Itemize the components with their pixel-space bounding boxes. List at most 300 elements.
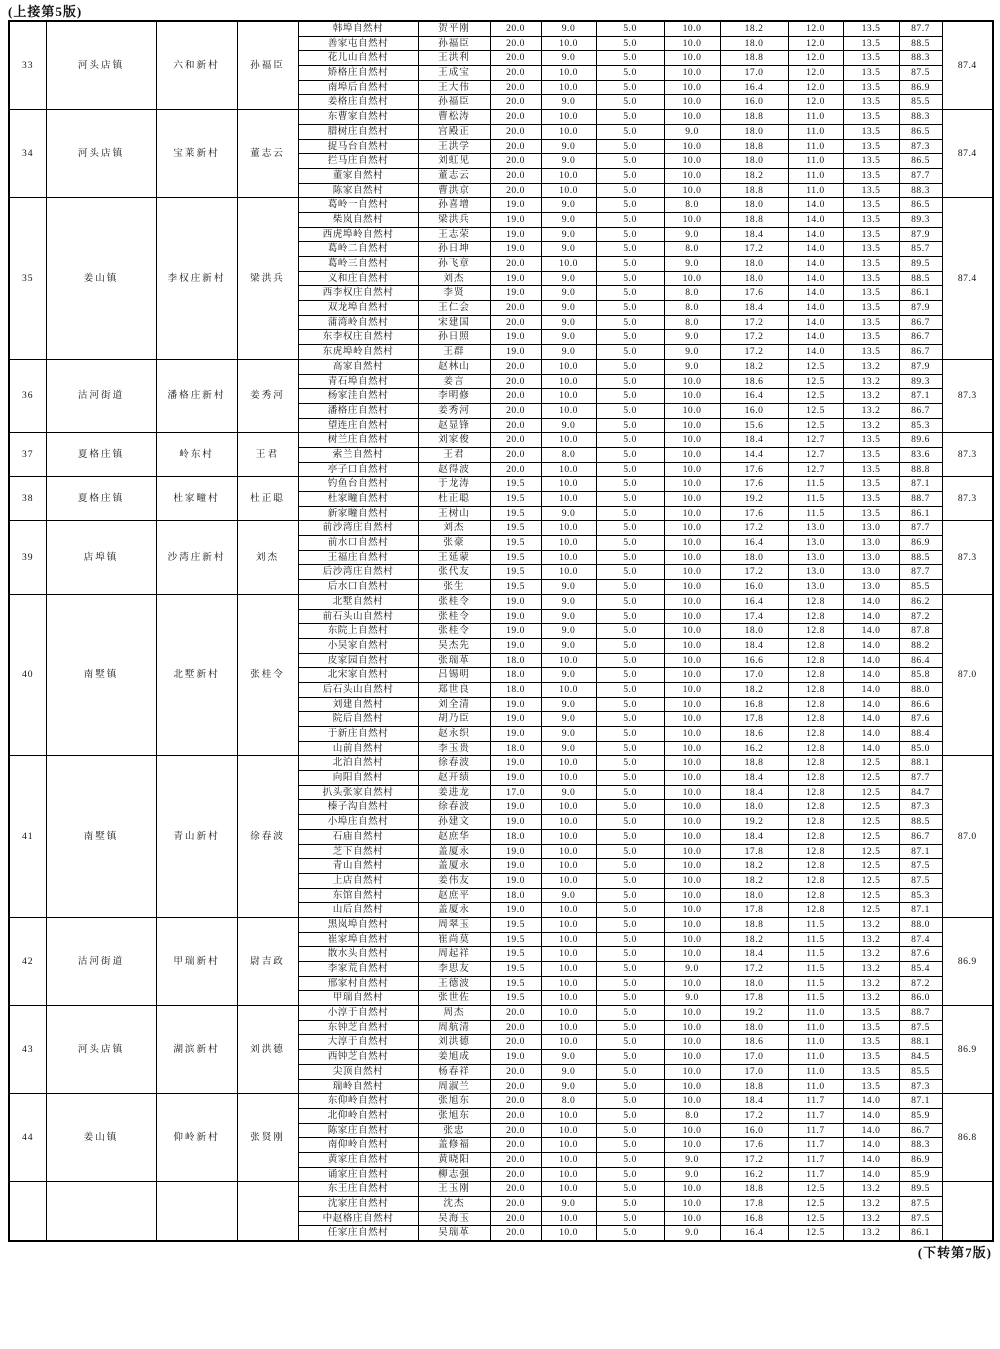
score-cell: 9.0 xyxy=(664,1152,720,1167)
town-cell: 沽河街道 xyxy=(46,917,156,1005)
score-cell: 16.2 xyxy=(720,741,788,756)
score-cell: 10.0 xyxy=(664,727,720,742)
score-cell: 17.6 xyxy=(720,462,788,477)
group-score-cell: 86.8 xyxy=(942,1094,993,1182)
town-cell: 沽河街道 xyxy=(46,359,156,432)
score-cell: 10.0 xyxy=(541,653,596,668)
score-cell: 18.0 xyxy=(490,668,541,683)
score-cell: 20.0 xyxy=(490,1020,541,1035)
score-cell: 19.0 xyxy=(490,697,541,712)
score-cell: 12.5 xyxy=(843,756,899,771)
score-cell: 86.9 xyxy=(899,80,942,95)
leader-cell: 赵永织 xyxy=(418,727,490,742)
score-cell: 5.0 xyxy=(596,1211,664,1226)
natural-village-cell: 大淳于自然村 xyxy=(298,1035,418,1050)
score-cell: 10.0 xyxy=(664,785,720,800)
secretary-cell: 王君 xyxy=(237,433,298,477)
score-cell: 9.0 xyxy=(541,21,596,36)
natural-village-cell: 尖顶自然村 xyxy=(298,1064,418,1079)
score-cell: 12.5 xyxy=(788,374,843,389)
score-cell: 10.0 xyxy=(541,389,596,404)
score-cell: 10.0 xyxy=(664,110,720,125)
score-cell: 5.0 xyxy=(596,550,664,565)
score-cell: 87.3 xyxy=(899,800,942,815)
score-cell: 5.0 xyxy=(596,594,664,609)
score-cell: 16.8 xyxy=(720,697,788,712)
score-cell: 86.7 xyxy=(899,345,942,360)
leader-cell: 宫殿正 xyxy=(418,124,490,139)
score-cell: 13.5 xyxy=(843,447,899,462)
score-cell: 85.3 xyxy=(899,418,942,433)
score-cell: 10.0 xyxy=(541,859,596,874)
score-cell: 19.5 xyxy=(490,976,541,991)
score-cell: 12.5 xyxy=(788,1197,843,1212)
score-cell: 5.0 xyxy=(596,1167,664,1182)
score-cell: 10.0 xyxy=(664,550,720,565)
score-cell: 10.0 xyxy=(541,991,596,1006)
score-cell: 85.5 xyxy=(899,580,942,595)
score-cell: 5.0 xyxy=(596,403,664,418)
score-cell: 11.7 xyxy=(788,1138,843,1153)
score-cell: 87.7 xyxy=(899,21,942,36)
score-cell: 87.7 xyxy=(899,168,942,183)
score-cell: 12.7 xyxy=(788,462,843,477)
score-cell: 8.0 xyxy=(664,286,720,301)
score-cell: 11.0 xyxy=(788,168,843,183)
score-cell: 10.0 xyxy=(664,1020,720,1035)
secretary-cell: 尉吉政 xyxy=(237,917,298,1005)
score-cell: 10.0 xyxy=(664,139,720,154)
score-cell: 12.0 xyxy=(788,95,843,110)
score-cell: 18.0 xyxy=(720,888,788,903)
score-cell: 19.5 xyxy=(490,550,541,565)
score-cell: 9.0 xyxy=(664,345,720,360)
score-cell: 11.0 xyxy=(788,1035,843,1050)
score-cell: 18.0 xyxy=(720,198,788,213)
score-cell: 13.5 xyxy=(843,1079,899,1094)
score-cell: 5.0 xyxy=(596,697,664,712)
score-cell: 85.4 xyxy=(899,962,942,977)
score-cell: 14.4 xyxy=(720,447,788,462)
score-cell: 9.0 xyxy=(664,124,720,139)
new-village-cell: 湖滨新村 xyxy=(156,1006,237,1094)
score-cell: 9.0 xyxy=(541,609,596,624)
score-cell: 5.0 xyxy=(596,1138,664,1153)
score-cell: 10.0 xyxy=(664,932,720,947)
score-cell: 10.0 xyxy=(541,403,596,418)
score-cell: 10.0 xyxy=(541,521,596,536)
score-cell: 20.0 xyxy=(490,1138,541,1153)
natural-village-cell: 钓鱼台自然村 xyxy=(298,477,418,492)
score-cell: 20.0 xyxy=(490,1094,541,1109)
score-cell: 18.2 xyxy=(720,932,788,947)
score-cell: 20.0 xyxy=(490,1211,541,1226)
secretary-cell: 张桂令 xyxy=(237,594,298,756)
score-cell: 11.0 xyxy=(788,1006,843,1021)
score-cell: 9.0 xyxy=(541,1050,596,1065)
score-cell: 83.6 xyxy=(899,447,942,462)
score-cell: 5.0 xyxy=(596,433,664,448)
score-cell: 14.0 xyxy=(843,638,899,653)
score-cell: 10.0 xyxy=(541,1182,596,1197)
score-cell: 20.0 xyxy=(490,447,541,462)
natural-village-cell: 前石头山自然村 xyxy=(298,609,418,624)
score-cell: 10.0 xyxy=(664,212,720,227)
score-cell: 18.6 xyxy=(720,1035,788,1050)
score-cell: 87.5 xyxy=(899,1020,942,1035)
score-cell: 9.0 xyxy=(664,330,720,345)
score-cell: 10.0 xyxy=(664,594,720,609)
score-cell: 18.0 xyxy=(720,1020,788,1035)
score-cell: 16.4 xyxy=(720,80,788,95)
score-cell: 10.0 xyxy=(664,844,720,859)
score-cell: 86.1 xyxy=(899,506,942,521)
score-cell: 19.0 xyxy=(490,873,541,888)
score-cell: 19.0 xyxy=(490,198,541,213)
score-cell: 12.5 xyxy=(843,844,899,859)
leader-cell: 吴瑞革 xyxy=(418,1226,490,1241)
score-cell: 87.9 xyxy=(899,301,942,316)
score-cell: 12.8 xyxy=(788,785,843,800)
score-cell: 19.0 xyxy=(490,609,541,624)
score-cell: 13.5 xyxy=(843,1020,899,1035)
leader-cell: 李玉贵 xyxy=(418,741,490,756)
group-no-cell: 44 xyxy=(9,1094,46,1182)
score-cell: 5.0 xyxy=(596,1123,664,1138)
score-cell: 13.5 xyxy=(843,1050,899,1065)
score-cell: 9.0 xyxy=(541,712,596,727)
score-cell: 5.0 xyxy=(596,844,664,859)
score-cell: 87.1 xyxy=(899,389,942,404)
leader-cell: 孙飞章 xyxy=(418,257,490,272)
score-cell: 5.0 xyxy=(596,624,664,639)
natural-village-cell: 沈家庄自然村 xyxy=(298,1197,418,1212)
score-cell: 10.0 xyxy=(541,976,596,991)
natural-village-cell: 小淳于自然村 xyxy=(298,1006,418,1021)
leader-cell: 姜伟友 xyxy=(418,873,490,888)
score-cell: 5.0 xyxy=(596,1050,664,1065)
score-cell: 88.8 xyxy=(899,462,942,477)
leader-cell: 李贤 xyxy=(418,286,490,301)
score-cell: 10.0 xyxy=(541,962,596,977)
score-cell: 20.0 xyxy=(490,183,541,198)
leader-cell: 盖厦永 xyxy=(418,844,490,859)
score-cell: 11.0 xyxy=(788,183,843,198)
score-cell: 17.6 xyxy=(720,286,788,301)
town-cell: 河头店镇 xyxy=(46,21,156,110)
new-village-cell: 甲瑞新村 xyxy=(156,917,237,1005)
score-cell: 12.8 xyxy=(788,653,843,668)
score-cell: 14.0 xyxy=(843,1123,899,1138)
leader-cell: 张代友 xyxy=(418,565,490,580)
natural-village-cell: 陈家自然村 xyxy=(298,183,418,198)
score-cell: 87.1 xyxy=(899,903,942,918)
leader-cell: 张旭东 xyxy=(418,1108,490,1123)
score-cell: 10.0 xyxy=(664,506,720,521)
score-cell: 18.4 xyxy=(720,227,788,242)
score-cell: 10.0 xyxy=(664,580,720,595)
score-cell: 14.0 xyxy=(843,682,899,697)
score-cell: 17.2 xyxy=(720,962,788,977)
score-cell: 9.0 xyxy=(541,1064,596,1079)
score-cell: 19.0 xyxy=(490,844,541,859)
leader-cell: 王延蒙 xyxy=(418,550,490,565)
score-cell: 5.0 xyxy=(596,609,664,624)
secretary-cell: 孙福臣 xyxy=(237,21,298,110)
score-cell: 10.0 xyxy=(664,374,720,389)
score-cell: 14.0 xyxy=(843,741,899,756)
score-cell: 5.0 xyxy=(596,374,664,389)
score-cell: 10.0 xyxy=(664,917,720,932)
score-cell: 88.5 xyxy=(899,36,942,51)
natural-village-cell: 葛岭三自然村 xyxy=(298,257,418,272)
natural-village-cell: 芝下自然村 xyxy=(298,844,418,859)
leader-cell: 王群 xyxy=(418,345,490,360)
score-cell: 5.0 xyxy=(596,1152,664,1167)
score-cell: 10.0 xyxy=(541,565,596,580)
score-cell: 86.5 xyxy=(899,124,942,139)
score-cell: 10.0 xyxy=(541,873,596,888)
group-no-cell: 35 xyxy=(9,198,46,360)
score-cell: 87.7 xyxy=(899,565,942,580)
group-score-cell: 87.4 xyxy=(942,198,993,360)
score-cell: 17.0 xyxy=(720,1050,788,1065)
leader-cell: 孙建文 xyxy=(418,815,490,830)
score-cell: 13.2 xyxy=(843,359,899,374)
leader-cell: 于龙涛 xyxy=(418,477,490,492)
score-cell: 9.0 xyxy=(541,727,596,742)
score-cell: 18.2 xyxy=(720,21,788,36)
score-cell: 12.8 xyxy=(788,624,843,639)
natural-village-cell: 韩埠自然村 xyxy=(298,21,418,36)
score-cell: 19.5 xyxy=(490,506,541,521)
score-cell: 10.0 xyxy=(664,771,720,786)
score-cell: 19.0 xyxy=(490,903,541,918)
score-cell: 13.5 xyxy=(843,257,899,272)
score-cell: 18.6 xyxy=(720,374,788,389)
score-cell: 10.0 xyxy=(541,359,596,374)
leader-cell: 李明修 xyxy=(418,389,490,404)
score-cell: 87.7 xyxy=(899,771,942,786)
score-cell: 18.0 xyxy=(720,257,788,272)
score-cell: 9.0 xyxy=(541,888,596,903)
score-cell: 11.5 xyxy=(788,477,843,492)
score-cell: 5.0 xyxy=(596,1035,664,1050)
score-cell: 10.0 xyxy=(541,1108,596,1123)
score-cell: 5.0 xyxy=(596,521,664,536)
score-cell: 8.0 xyxy=(664,315,720,330)
score-cell: 13.0 xyxy=(843,521,899,536)
natural-village-cell: 矫格庄自然村 xyxy=(298,66,418,81)
score-cell: 9.0 xyxy=(541,580,596,595)
score-cell: 9.0 xyxy=(541,741,596,756)
score-cell: 5.0 xyxy=(596,976,664,991)
score-cell: 13.5 xyxy=(843,330,899,345)
score-cell: 10.0 xyxy=(664,756,720,771)
score-cell: 13.5 xyxy=(843,1064,899,1079)
score-cell: 20.0 xyxy=(490,95,541,110)
score-cell: 18.2 xyxy=(720,859,788,874)
score-cell: 20.0 xyxy=(490,1006,541,1021)
score-cell: 10.0 xyxy=(664,1006,720,1021)
score-cell: 10.0 xyxy=(664,1211,720,1226)
score-cell: 12.0 xyxy=(788,51,843,66)
score-cell: 12.0 xyxy=(788,66,843,81)
score-cell: 13.2 xyxy=(843,917,899,932)
natural-village-cell: 散水头自然村 xyxy=(298,947,418,962)
leader-cell: 张豪 xyxy=(418,536,490,551)
score-cell: 9.0 xyxy=(541,1197,596,1212)
score-cell: 86.0 xyxy=(899,991,942,1006)
leader-cell: 刘杰 xyxy=(418,271,490,286)
score-cell: 10.0 xyxy=(541,1006,596,1021)
natural-village-cell: 东钟芝自然村 xyxy=(298,1020,418,1035)
leader-cell: 王成宝 xyxy=(418,66,490,81)
score-cell: 88.1 xyxy=(899,1035,942,1050)
score-cell: 13.2 xyxy=(843,1211,899,1226)
score-cell: 14.0 xyxy=(843,1152,899,1167)
score-cell: 10.0 xyxy=(664,712,720,727)
score-cell: 16.0 xyxy=(720,403,788,418)
score-cell: 10.0 xyxy=(541,168,596,183)
natural-village-cell: 索兰自然村 xyxy=(298,447,418,462)
score-cell: 19.0 xyxy=(490,242,541,257)
natural-village-cell: 花儿山自然村 xyxy=(298,51,418,66)
score-cell: 9.0 xyxy=(541,624,596,639)
natural-village-cell: 拦马庄自然村 xyxy=(298,154,418,169)
score-cell: 11.5 xyxy=(788,947,843,962)
natural-village-cell: 向阳自然村 xyxy=(298,771,418,786)
score-cell: 18.8 xyxy=(720,139,788,154)
score-cell: 5.0 xyxy=(596,110,664,125)
score-cell: 19.5 xyxy=(490,521,541,536)
score-cell: 11.5 xyxy=(788,492,843,507)
leader-cell: 梁洪兵 xyxy=(418,212,490,227)
secretary-cell: 杜正聪 xyxy=(237,477,298,521)
score-cell: 86.5 xyxy=(899,198,942,213)
score-cell: 10.0 xyxy=(664,903,720,918)
score-cell: 12.5 xyxy=(843,859,899,874)
score-cell: 5.0 xyxy=(596,80,664,95)
secretary-cell: 张贤刚 xyxy=(237,1094,298,1182)
score-cell: 18.8 xyxy=(720,917,788,932)
new-village-cell: 青山新村 xyxy=(156,756,237,918)
score-cell: 5.0 xyxy=(596,51,664,66)
new-village-cell: 北墅新村 xyxy=(156,594,237,756)
score-cell: 84.7 xyxy=(899,785,942,800)
new-village-cell: 宝莱新村 xyxy=(156,110,237,198)
score-cell: 17.2 xyxy=(720,315,788,330)
score-cell: 5.0 xyxy=(596,1226,664,1241)
score-cell: 88.3 xyxy=(899,183,942,198)
score-cell: 12.8 xyxy=(788,682,843,697)
score-cell: 87.5 xyxy=(899,66,942,81)
score-cell: 17.0 xyxy=(720,66,788,81)
score-cell: 12.8 xyxy=(788,903,843,918)
score-cell: 10.0 xyxy=(664,1182,720,1197)
score-cell: 10.0 xyxy=(664,829,720,844)
score-cell: 9.0 xyxy=(541,139,596,154)
score-cell: 88.0 xyxy=(899,682,942,697)
secretary-cell: 刘洪德 xyxy=(237,1006,298,1094)
secretary-cell xyxy=(237,1182,298,1241)
score-cell: 5.0 xyxy=(596,1182,664,1197)
score-cell: 9.0 xyxy=(541,242,596,257)
natural-village-cell: 黑岚埠自然村 xyxy=(298,917,418,932)
town-cell: 姜山镇 xyxy=(46,198,156,360)
score-cell: 18.8 xyxy=(720,51,788,66)
leader-cell: 孙福臣 xyxy=(418,95,490,110)
score-cell: 85.0 xyxy=(899,741,942,756)
score-cell: 5.0 xyxy=(596,1197,664,1212)
score-cell: 20.0 xyxy=(490,51,541,66)
score-cell: 13.5 xyxy=(843,301,899,316)
score-cell: 10.0 xyxy=(664,154,720,169)
score-cell: 10.0 xyxy=(541,492,596,507)
score-cell: 10.0 xyxy=(664,1197,720,1212)
score-cell: 88.7 xyxy=(899,492,942,507)
score-cell: 86.1 xyxy=(899,1226,942,1241)
score-cell: 17.2 xyxy=(720,330,788,345)
score-cell: 10.0 xyxy=(541,771,596,786)
score-cell: 5.0 xyxy=(596,565,664,580)
score-cell: 18.4 xyxy=(720,947,788,962)
score-cell: 13.2 xyxy=(843,976,899,991)
score-cell: 16.8 xyxy=(720,1211,788,1226)
score-cell: 13.0 xyxy=(843,550,899,565)
score-cell: 12.8 xyxy=(788,712,843,727)
natural-village-cell: 高家自然村 xyxy=(298,359,418,374)
group-score-cell: 87.0 xyxy=(942,756,993,918)
score-cell: 13.5 xyxy=(843,1006,899,1021)
leader-cell: 刘全清 xyxy=(418,697,490,712)
score-cell: 14.0 xyxy=(843,668,899,683)
score-cell: 5.0 xyxy=(596,727,664,742)
new-village-cell: 潘格庄新村 xyxy=(156,359,237,432)
town-cell: 南墅镇 xyxy=(46,594,156,756)
score-cell: 20.0 xyxy=(490,1182,541,1197)
score-cell: 11.0 xyxy=(788,154,843,169)
natural-village-cell: 前水口自然村 xyxy=(298,536,418,551)
score-cell: 17.2 xyxy=(720,1108,788,1123)
leader-cell: 曹松涛 xyxy=(418,110,490,125)
score-cell: 17.2 xyxy=(720,565,788,580)
score-cell: 87.3 xyxy=(899,139,942,154)
score-cell: 18.0 xyxy=(490,653,541,668)
score-cell: 18.4 xyxy=(720,829,788,844)
score-cell: 88.3 xyxy=(899,1138,942,1153)
score-cell: 13.5 xyxy=(843,227,899,242)
leader-cell: 盖厦永 xyxy=(418,859,490,874)
score-cell: 13.0 xyxy=(843,536,899,551)
score-cell: 5.0 xyxy=(596,477,664,492)
score-cell: 19.0 xyxy=(490,771,541,786)
score-cell: 11.5 xyxy=(788,506,843,521)
natural-village-cell: 东仰岭自然村 xyxy=(298,1094,418,1109)
natural-village-cell: 于新庄自然村 xyxy=(298,727,418,742)
score-cell: 5.0 xyxy=(596,359,664,374)
score-cell: 20.0 xyxy=(490,1035,541,1050)
leader-cell: 杜正聪 xyxy=(418,492,490,507)
score-cell: 5.0 xyxy=(596,95,664,110)
score-cell: 18.2 xyxy=(720,682,788,697)
score-cell: 9.0 xyxy=(541,697,596,712)
score-cell: 10.0 xyxy=(664,638,720,653)
score-cell: 5.0 xyxy=(596,829,664,844)
leader-cell: 曹洪京 xyxy=(418,183,490,198)
score-cell: 16.0 xyxy=(720,1123,788,1138)
natural-village-cell: 崔家埠自然村 xyxy=(298,932,418,947)
